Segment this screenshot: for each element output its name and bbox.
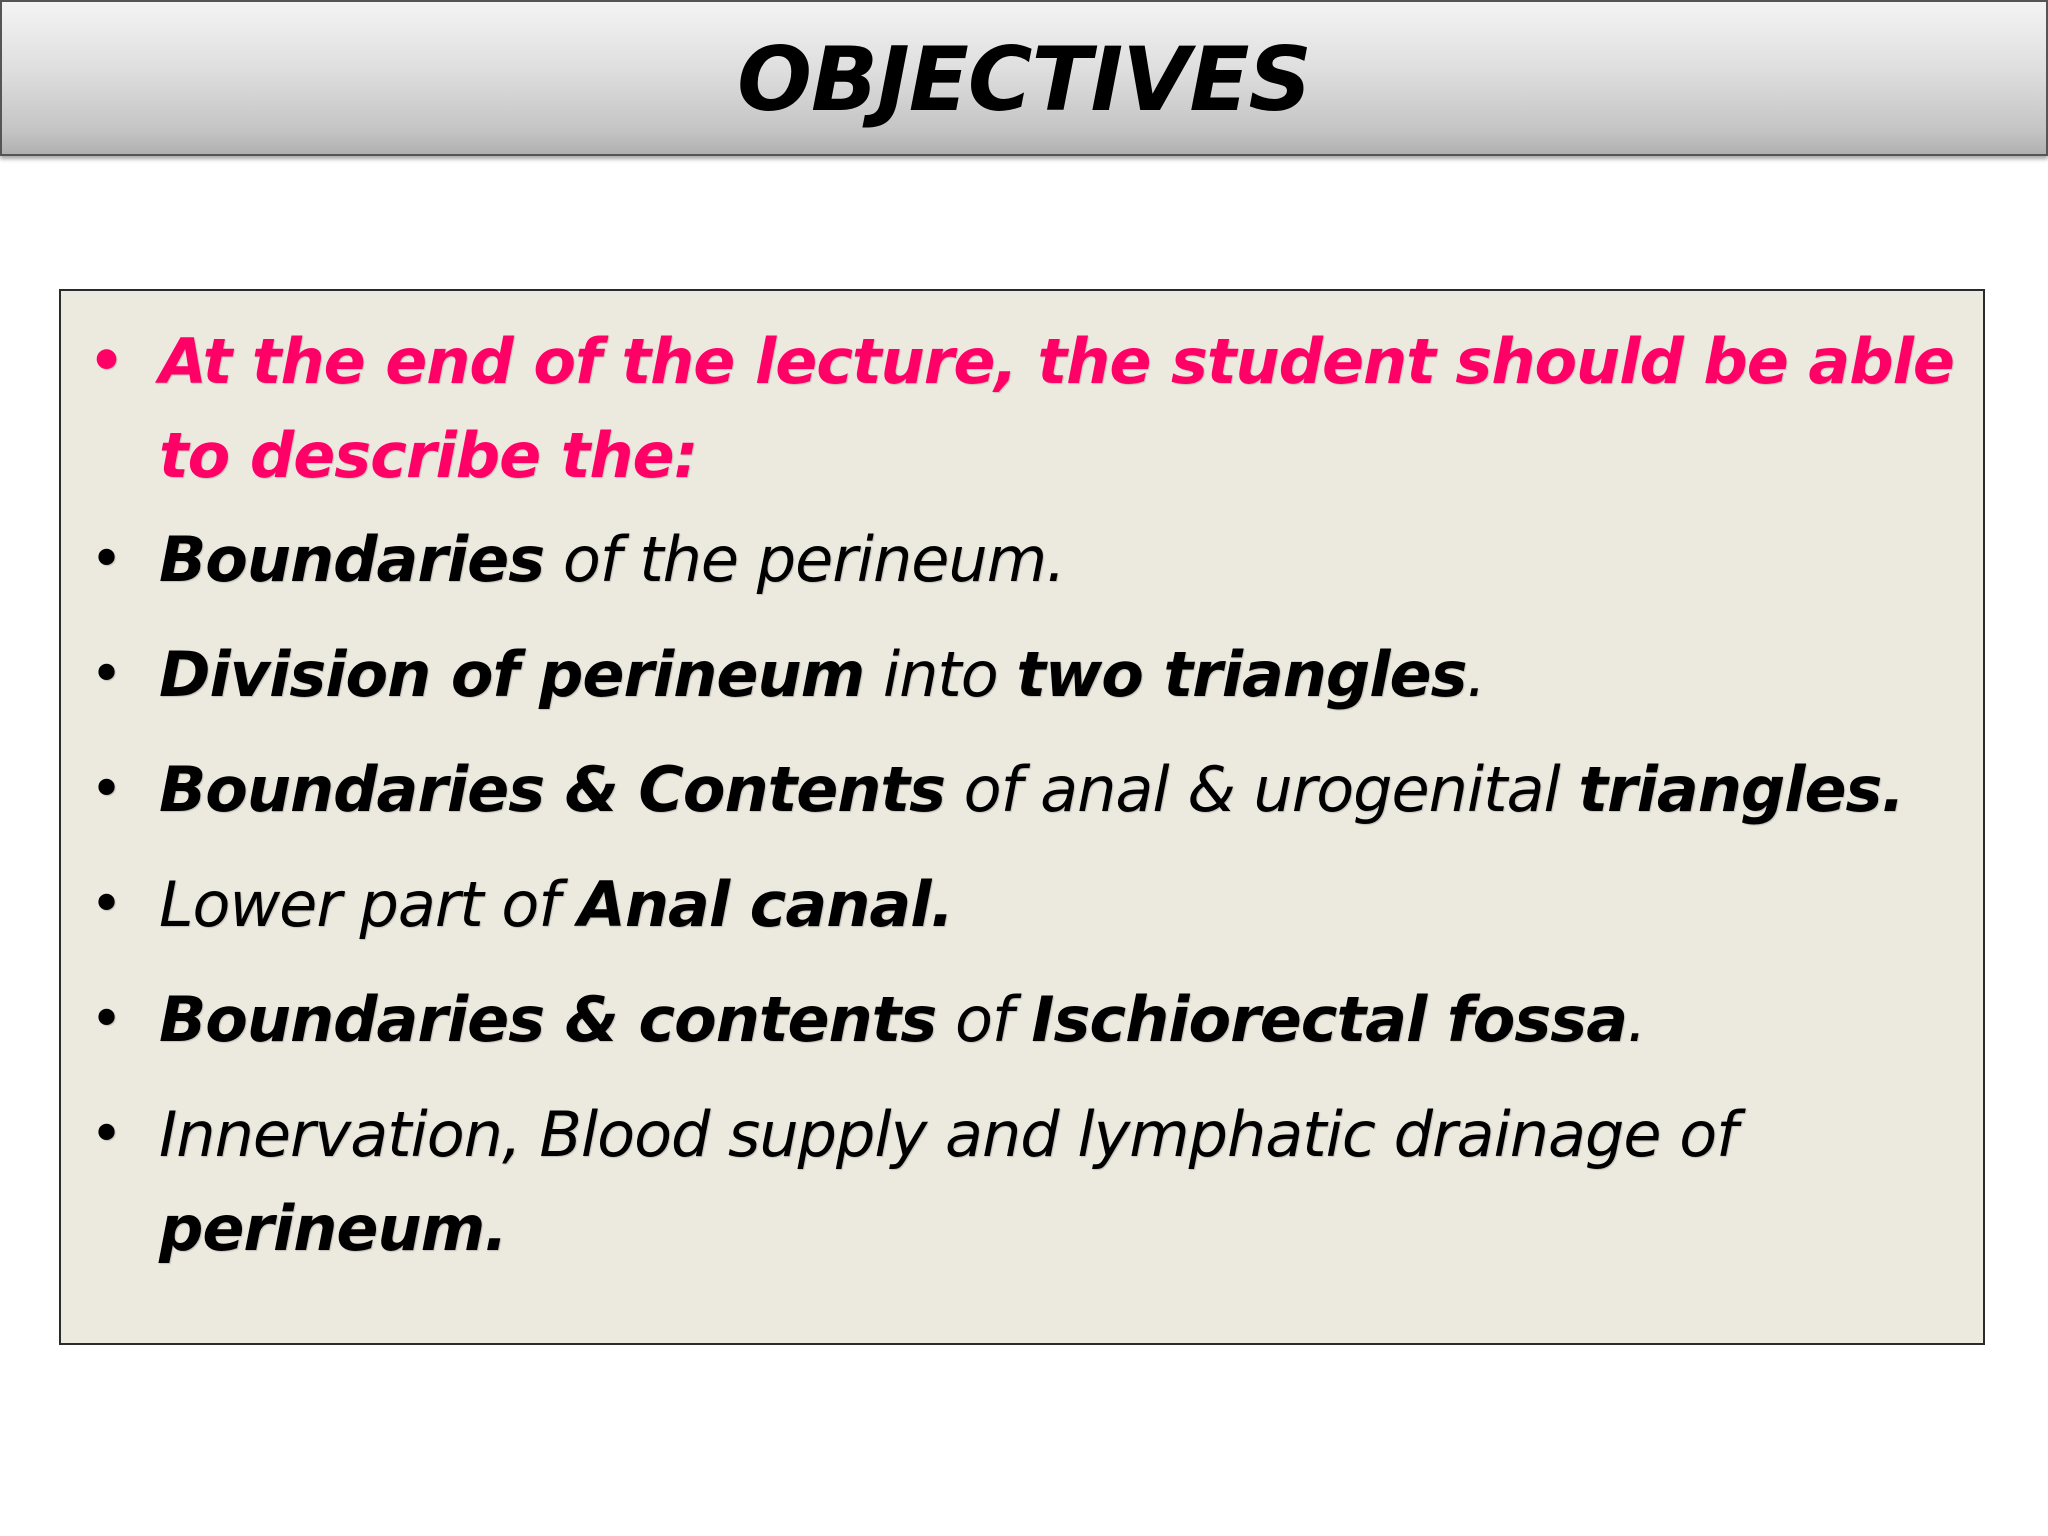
- bullet-icon: •: [89, 872, 123, 937]
- objective-bold-text: perineum.: [159, 1192, 507, 1265]
- objective-text: of anal & urogenital: [944, 753, 1579, 826]
- bullet-icon: •: [88, 329, 124, 394]
- objective-text: into: [864, 638, 1017, 711]
- bullet-icon: •: [89, 642, 123, 707]
- objective-item: [61, 513, 1983, 607]
- objective-text: of the perineum.: [544, 523, 1065, 596]
- objective-item: [61, 743, 1983, 837]
- objective-intro: [61, 315, 1983, 503]
- objective-text: .: [1627, 983, 1646, 1056]
- slide-title: OBJECTIVES: [737, 27, 1311, 131]
- objective-text: of: [936, 983, 1032, 1056]
- objective-text: Lower part of: [159, 868, 578, 941]
- objective-bold-text: Boundaries & contents: [159, 983, 937, 1056]
- objectives-box: [59, 289, 1985, 1345]
- objective-bold-text: Boundaries & Contents: [159, 753, 945, 826]
- objective-item: [61, 1088, 1983, 1276]
- objective-bold-text: Division of perineum: [159, 638, 865, 711]
- objective-text: .: [1466, 638, 1486, 711]
- bullet-icon: •: [89, 1102, 123, 1167]
- objective-bold-text: triangles.: [1578, 753, 1904, 826]
- objective-bold-text: Ischiorectal fossa: [1031, 983, 1628, 1056]
- objective-item: [61, 628, 1983, 722]
- title-bar: [0, 0, 2048, 156]
- objective-text: Innervation, Blood supply and lymphatic drainage of: [159, 1098, 1737, 1171]
- objectives-list: [61, 315, 1983, 1297]
- objective-item: [61, 973, 1983, 1067]
- objective-text: At the end of the lecture, the student should be able to describe the:: [159, 325, 1954, 492]
- objective-bold-text: two triangles: [1016, 638, 1467, 711]
- objective-item: [61, 858, 1983, 952]
- bullet-icon: •: [89, 527, 123, 592]
- bullet-icon: •: [89, 987, 123, 1052]
- objective-bold-text: Boundaries: [159, 523, 545, 596]
- bullet-icon: •: [89, 757, 123, 822]
- objective-bold-text: Anal canal.: [577, 868, 954, 941]
